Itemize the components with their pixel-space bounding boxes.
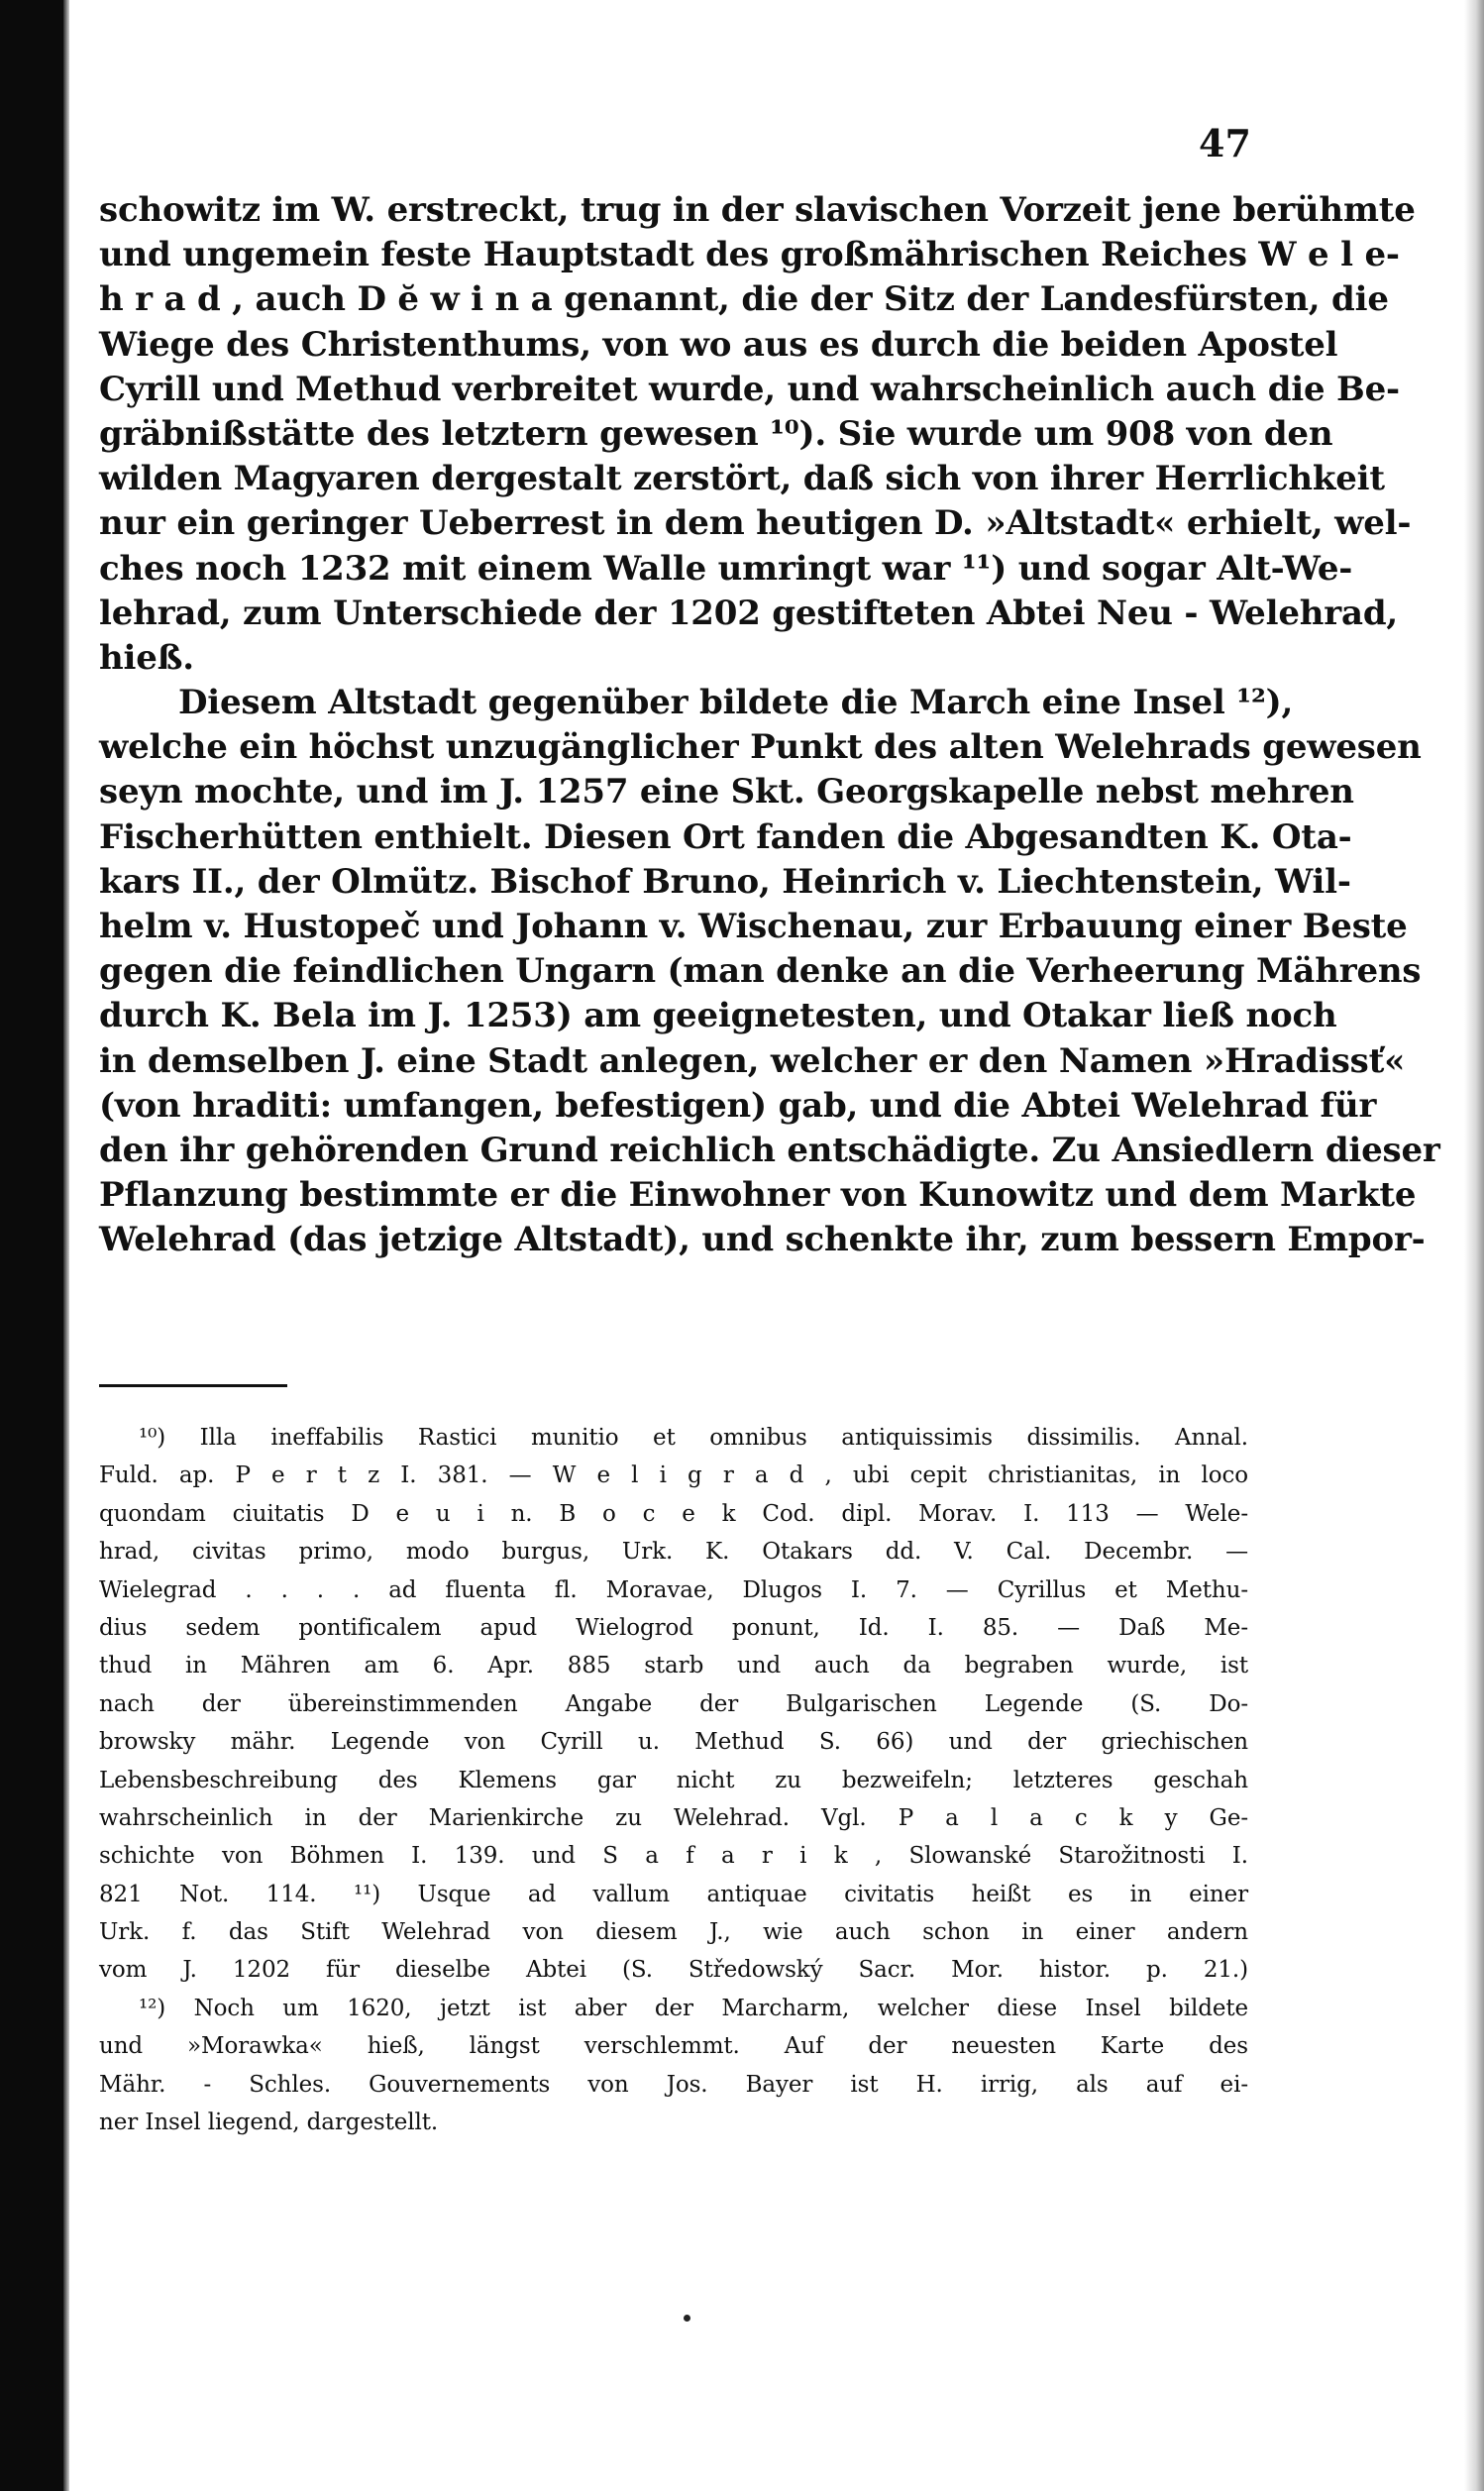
body-line: kars II., der Olmütz. Bischof Bruno, Heinrich v. Liechtenstein, Wil-: [99, 861, 1351, 902]
page-number: 47: [1199, 121, 1251, 165]
footnote-divider: [99, 1384, 287, 1387]
body-line: Cyrill und Methud verbreitet wurde, und wahrscheinlich auch die Be-: [99, 369, 1400, 409]
body-line: gegen die feindlichen Ungarn (man denke an die Verheerung Mährens: [99, 951, 1422, 992]
body-line: lehrad, zum Unterschiede der 1202 gestifteten Abtei Neu - Welehrad,: [99, 593, 1399, 633]
scan-edge-right: [1464, 0, 1484, 2491]
footnote-line: vom J. 1202 für dieselbe Abtei (S. Středowský Sacr. Mor. histor. p. 21.): [99, 1957, 1248, 1984]
body-line: h r a d , auch D ĕ w i n a genannt, die der Sitz der Landesfürsten, die: [99, 279, 1389, 320]
body-line: schowitz im W. erstreckt, trug in der slavischen Vorzeit jene berühmte: [99, 190, 1416, 230]
footnote-line: thud in Mähren am 6. Apr. 885 starb und auch da begraben wurde, ist: [99, 1653, 1248, 1679]
footnote-line: Fuld. ap. P e r t z I. 381. — W e l i g r a d , ubi cepit christianitas, in loco: [99, 1462, 1248, 1489]
scan-edge-left: [0, 0, 69, 2491]
footnote-line: Lebensbeschreibung des Klemens gar nicht zu bezweifeln; letzteres geschah: [99, 1767, 1248, 1793]
footnote-line: 821 Not. 114. ¹¹) Usque ad vallum antiquae civitatis heißt es in einer: [99, 1881, 1248, 1907]
footnote-line: ¹⁰) Illa ineffabilis Rastici munitio et omnibus antiquissimis dissimilis. Annal.: [139, 1425, 1248, 1451]
footnote-line: ¹²) Noch um 1620, jetzt ist aber der Marcharm, welcher diese Insel bildete: [139, 1995, 1248, 2021]
body-line: den ihr gehörenden Grund reichlich entschädigte. Zu Ansiedlern dieser: [99, 1130, 1440, 1170]
ink-dot: [684, 2315, 690, 2322]
body-line: durch K. Bela im J. 1253) am geeignetesten, und Otakar ließ noch: [99, 996, 1337, 1036]
body-line: (von hraditi: umfangen, befestigen) gab, und die Abtei Welehrad für: [99, 1085, 1377, 1126]
footnote-line: dius sedem pontificalem apud Wielogrod ponunt, Id. I. 85. — Daß Me-: [99, 1614, 1248, 1641]
body-line: helm v. Hustopeč und Johann v. Wischenau, zur Erbauung einer Beste: [99, 907, 1408, 946]
body-line: gräbnißstätte des letztern gewesen ¹⁰). Sie wurde um 908 von den: [99, 413, 1333, 454]
footnotes: [99, 1419, 1248, 2141]
footnote-line: ner Insel liegend, dargestellt.: [99, 2110, 439, 2136]
footnote-line: hrad, civitas primo, modo burgus, Urk. K. Otakars dd. V. Cal. Decembr. —: [99, 1539, 1248, 1566]
body-line: wilden Magyaren dergestalt zerstört, daß sich von ihrer Herrlichkeit: [99, 459, 1385, 499]
body-line: hieß.: [99, 637, 194, 678]
body-line: nur ein geringer Ueberrest in dem heutigen D. »Altstadt« erhielt, wel-: [99, 503, 1412, 544]
footnote-line: Urk. f. das Stift Welehrad von diesem J., wie auch schon in einer andern: [99, 1919, 1248, 1946]
footnote-line: quondam ciuitatis D e u i n. B o c e k Cod. dipl. Morav. I. 113 — Wele-: [99, 1500, 1248, 1527]
body-line: Diesem Altstadt gegenüber bildete die March eine Insel ¹²),: [178, 683, 1294, 723]
body-line: Wiege des Christenthums, von wo aus es durch die beiden Apostel: [99, 324, 1338, 365]
footnote-line: nach der übereinstimmenden Angabe der Bulgarischen Legende (S. Do-: [99, 1690, 1248, 1717]
footnote-line: Wielegrad . . . . ad fluenta fl. Moravae, Dlugos I. 7. — Cyrillus et Methu-: [99, 1576, 1248, 1603]
footnote-line: schichte von Böhmen I. 139. und S a f a r i k , Slowanské Starožitnosti I.: [99, 1843, 1248, 1870]
main-text: [99, 188, 1440, 1263]
footnote-line: Mähr. - Schles. Gouvernements von Jos. Bayer ist H. irrig, als auf ei-: [99, 2071, 1248, 2098]
body-line: ches noch 1232 mit einem Walle umringt war ¹¹) und sogar Alt-We-: [99, 548, 1353, 589]
footnote-line: und »Morawka« hieß, längst verschlemmt. Auf der neuesten Karte des: [99, 2033, 1248, 2060]
body-line: in demselben J. eine Stadt anlegen, welcher er den Namen »Hradissť«: [99, 1040, 1406, 1081]
body-line: Fischerhütten enthielt. Diesen Ort fanden die Abgesandten K. Ota-: [99, 816, 1352, 857]
footnote-line: wahrscheinlich in der Marienkirche zu Welehrad. Vgl. P a l a c k y Ge-: [99, 1804, 1248, 1831]
body-line: Welehrad (das jetzige Altstadt), und schenkte ihr, zum bessern Empor-: [99, 1220, 1426, 1260]
body-line: und ungemein feste Hauptstadt des großmährischen Reiches W e l e-: [99, 235, 1400, 275]
footnote-line: browsky mähr. Legende von Cyrill u. Methud S. 66) und der griechischen: [99, 1729, 1248, 1756]
body-line: Pflanzung bestimmte er die Einwohner von Kunowitz und dem Markte: [99, 1175, 1417, 1216]
body-line: welche ein höchst unzugänglicher Punkt des alten Welehrads gewesen: [99, 727, 1422, 768]
body-line: seyn mochte, und im J. 1257 eine Skt. Georgskapelle nebst mehren: [99, 772, 1354, 812]
